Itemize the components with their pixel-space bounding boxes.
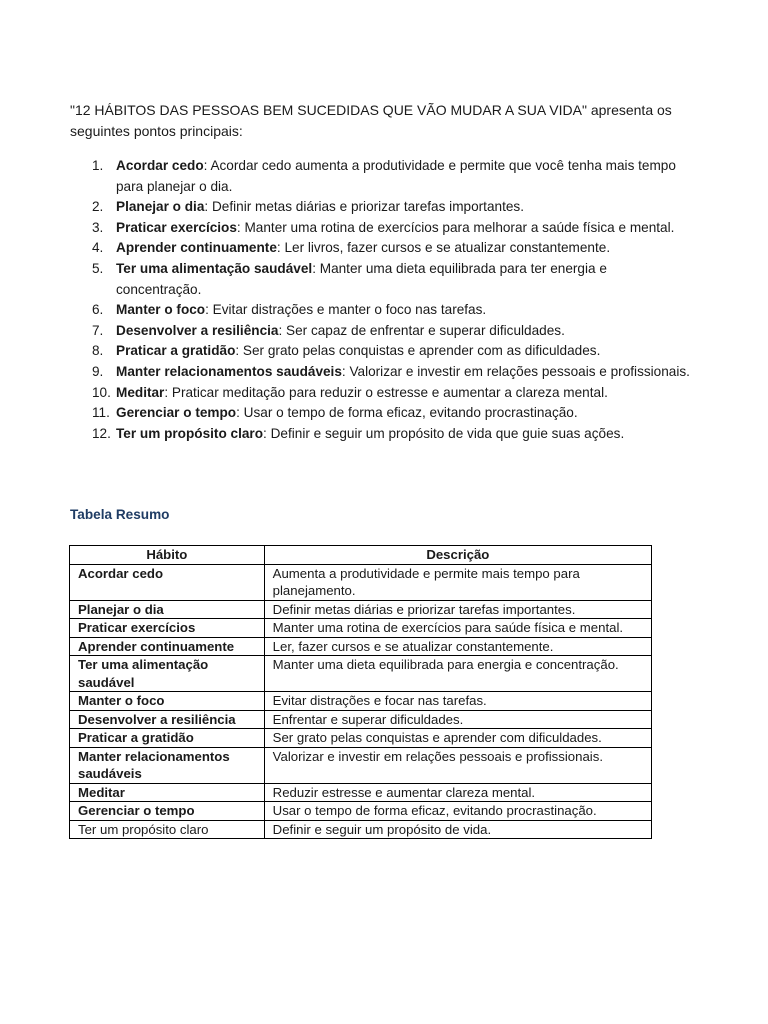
habit-cell: Planejar o dia — [70, 600, 265, 619]
summary-table-heading: Tabela Resumo — [70, 507, 170, 522]
habit-list-item — [70, 156, 690, 197]
habit-number: 10. — [92, 384, 111, 400]
description-cell: Enfrentar e superar dificuldades. — [264, 710, 651, 729]
habit-number: 5. — [92, 260, 104, 276]
table-row — [70, 600, 652, 619]
habit-list — [70, 156, 690, 444]
habit-cell: Praticar exercícios — [70, 619, 265, 638]
habit-list-item — [70, 238, 690, 259]
description-cell: Definir e seguir um propósito de vida. — [264, 820, 651, 839]
table-row — [70, 564, 652, 600]
habit-name: Meditar — [116, 384, 165, 400]
habit-name: Gerenciar o tempo — [116, 405, 237, 421]
table-row — [70, 729, 652, 748]
habit-cell: Praticar a gratidão — [70, 729, 265, 748]
habit-cell: Gerenciar o tempo — [70, 802, 265, 821]
habit-description: : Manter uma rotina de exercícios para melhorar a saúde física e mental. — [236, 219, 675, 235]
table-row — [70, 783, 652, 802]
habit-number: 11. — [92, 405, 110, 421]
habit-list-item — [70, 383, 690, 404]
habit-description: : Usar o tempo de forma eficaz, evitando procrastinação. — [236, 405, 578, 421]
column-header-habit: Hábito — [70, 546, 265, 565]
habit-list-item — [70, 424, 690, 445]
description-cell: Ler, fazer cursos e se atualizar constantemente. — [264, 637, 651, 656]
habit-description: : Evitar distrações e manter o foco nas tarefas. — [205, 302, 487, 318]
intro-paragraph: "12 HÁBITOS DAS PESSOAS BEM SUCEDIDAS QUE VÃO MUDAR A SUA VIDA" apresenta os seguintes pontos principais: — [70, 102, 672, 139]
habit-name: Ter um propósito claro — [116, 425, 264, 441]
habit-name: Aprender continuamente — [116, 240, 277, 256]
habit-cell: Desenvolver a resiliência — [70, 710, 265, 729]
habit-number: 12. — [92, 425, 111, 441]
table-row — [70, 747, 652, 783]
description-cell: Aumenta a produtividade e permite mais tempo para planejamento. — [264, 564, 651, 600]
habit-list-item — [70, 341, 690, 362]
habit-description: : Ser capaz de enfrentar e superar dificuldades. — [278, 322, 565, 338]
table-row — [70, 692, 652, 711]
habit-list-item — [70, 300, 690, 321]
table-row — [70, 802, 652, 821]
habit-list-item — [70, 403, 690, 424]
habit-number: 2. — [92, 199, 104, 215]
description-cell: Valorizar e investir em relações pessoais e profissionais. — [264, 747, 651, 783]
habit-description: : Definir metas diárias e priorizar tarefas importantes. — [204, 199, 524, 215]
habit-description: : Acordar cedo aumenta a produtividade e permite que você tenha mais tempo para planejar o dia. — [116, 158, 676, 194]
description-cell: Evitar distrações e focar nas tarefas. — [264, 692, 651, 711]
habit-number: 9. — [92, 363, 104, 379]
habit-number: 6. — [92, 302, 104, 318]
habit-name: Acordar cedo — [116, 158, 204, 173]
habit-description: : Manter uma dieta equilibrada para ter energia e concentração. — [116, 260, 607, 297]
table-row — [70, 820, 652, 839]
habit-description: : Definir e seguir um propósito de vida que guie suas ações. — [263, 425, 625, 441]
habit-list-item — [70, 362, 690, 383]
habit-cell: Acordar cedo — [70, 564, 265, 600]
habit-description: : Valorizar e investir em relações pessoais e profissionais. — [341, 363, 690, 379]
description-cell: Ser grato pelas conquistas e aprender com dificuldades. — [264, 729, 651, 748]
summary-table — [69, 545, 652, 839]
habit-cell: Manter o foco — [70, 692, 265, 711]
description-cell: Usar o tempo de forma eficaz, evitando procrastinação. — [264, 802, 651, 821]
table-header-row — [70, 546, 652, 565]
table-row — [70, 619, 652, 638]
habit-name: Praticar exercícios — [116, 219, 237, 235]
habit-description: : Praticar meditação para reduzir o estresse e aumentar a clareza mental. — [164, 384, 608, 400]
habit-list-item — [70, 259, 690, 300]
habit-description: : Ler livros, fazer cursos e se atualizar constantemente. — [276, 240, 611, 256]
description-cell: Manter uma dieta equilibrada para energia e concentração. — [264, 656, 651, 692]
habit-cell: Ter uma alimentação saudável — [70, 656, 265, 692]
habit-cell: Ter um propósito claro — [70, 820, 265, 839]
habit-cell: Manter relacionamentos saudáveis — [70, 747, 265, 783]
habit-name: Praticar a gratidão — [116, 343, 236, 359]
habit-name: Planejar o dia — [116, 199, 205, 215]
habit-list-item — [70, 197, 690, 218]
habit-number: 4. — [92, 240, 104, 256]
habit-cell: Aprender continuamente — [70, 637, 265, 656]
habit-name: Manter o foco — [116, 302, 206, 318]
habit-name: Desenvolver a resiliência — [116, 322, 279, 338]
table-row — [70, 710, 652, 729]
column-header-description: Descrição — [264, 546, 651, 565]
habit-number: 8. — [92, 343, 104, 359]
habit-number: 3. — [92, 219, 104, 235]
description-cell: Definir metas diárias e priorizar tarefas importantes. — [264, 600, 651, 619]
habit-list-item — [70, 218, 690, 239]
habit-name: Ter uma alimentação saudável — [116, 260, 313, 276]
habit-number: 7. — [92, 322, 104, 338]
description-cell: Reduzir estresse e aumentar clareza mental. — [264, 783, 651, 802]
table-row — [70, 637, 652, 656]
habit-list-item — [70, 321, 690, 342]
habit-cell: Meditar — [70, 783, 265, 802]
description-cell: Manter uma rotina de exercícios para saúde física e mental. — [264, 619, 651, 638]
habit-name: Manter relacionamentos saudáveis — [116, 363, 342, 379]
habit-number: 1. — [92, 158, 104, 173]
habit-description: : Ser grato pelas conquistas e aprender com as dificuldades. — [235, 343, 601, 359]
table-row — [70, 656, 652, 692]
